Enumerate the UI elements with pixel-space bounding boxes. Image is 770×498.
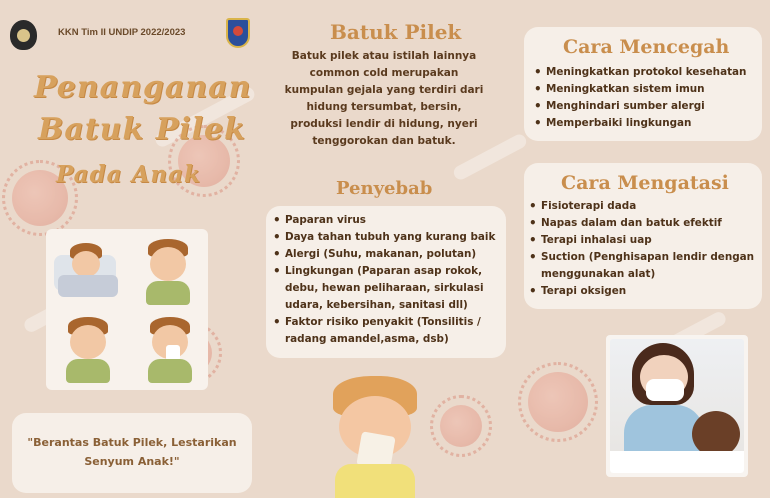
girl-sneezing-photo	[606, 335, 748, 477]
list-item: • Meningkatkan sistem imun	[533, 81, 759, 98]
virus-decoration-icon	[440, 405, 482, 447]
boy-blowing-nose-illustration	[325, 376, 425, 498]
sick-child-in-bed-illustration	[54, 237, 124, 303]
list-item: • Paparan virus	[272, 212, 502, 229]
org-text: KKN Tim II UNDIP 2022/2023	[58, 27, 186, 38]
description-line: Batuk pilek atau istilah lainnya	[291, 50, 477, 62]
virus-decoration-icon	[528, 372, 588, 432]
list-item: • Napas dalam dan batuk efektif	[528, 215, 760, 232]
description-line: tenggorokan dan batuk.	[312, 135, 456, 147]
list-item: • Suction (Penghisapan lendir dengan menggunakan alat)	[528, 249, 760, 283]
sneezing-child-illustration	[136, 237, 202, 307]
university-logo-icon	[10, 20, 37, 50]
slogan-line-2: Senyum Anak!"	[84, 455, 180, 468]
cara-mengatasi-list	[528, 198, 760, 300]
cara-mengatasi-heading: Cara Mengatasi	[561, 172, 729, 194]
kids-illustration-card	[46, 229, 208, 390]
description-line: hidung tersumbat, bersin,	[306, 101, 462, 113]
penyebab-heading: Penyebab	[336, 178, 433, 199]
list-item: • Meningkatkan protokol kesehatan	[533, 64, 759, 81]
child-with-tissue-illustration	[138, 315, 204, 385]
batuk-pilek-description	[268, 48, 500, 150]
feverish-child-illustration	[56, 315, 122, 385]
description-line: produksi lendir di hidung, nyeri	[290, 118, 478, 130]
cara-mencegah-list	[533, 64, 759, 132]
regency-crest-icon	[226, 18, 250, 48]
list-item: • Lingkungan (Paparan asap rokok, debu, hewan peliharaan, sirkulasi udara, kebersihan, sanitasi dll)	[272, 263, 502, 314]
batuk-pilek-heading: Batuk Pilek	[330, 20, 462, 44]
title-line-2: Batuk Pilek	[38, 112, 246, 147]
title-line-1: Penanganan	[34, 70, 252, 105]
description-line: common cold merupakan	[309, 67, 459, 79]
list-item: • Alergi (Suhu, makanan, polutan)	[272, 246, 502, 263]
list-item: • Fisioterapi dada	[528, 198, 760, 215]
list-item: • Memperbaiki lingkungan	[533, 115, 759, 132]
cara-mencegah-heading: Cara Mencegah	[563, 36, 730, 58]
penyebab-list	[272, 212, 502, 348]
list-item: • Menghindari sumber alergi	[533, 98, 759, 115]
slogan-line-1: "Berantas Batuk Pilek, Lestarikan	[27, 436, 237, 449]
list-item: • Daya tahan tubuh yang kurang baik	[272, 229, 502, 246]
description-line: kumpulan gejala yang terdiri dari	[284, 84, 484, 96]
list-item: • Faktor risiko penyakit (Tonsilitis / radang amandel,asma, dsb)	[272, 314, 502, 348]
title-line-3: Pada Anak	[56, 161, 201, 188]
list-item: • Terapi inhalasi uap	[528, 232, 760, 249]
list-item: • Terapi oksigen	[528, 283, 760, 300]
